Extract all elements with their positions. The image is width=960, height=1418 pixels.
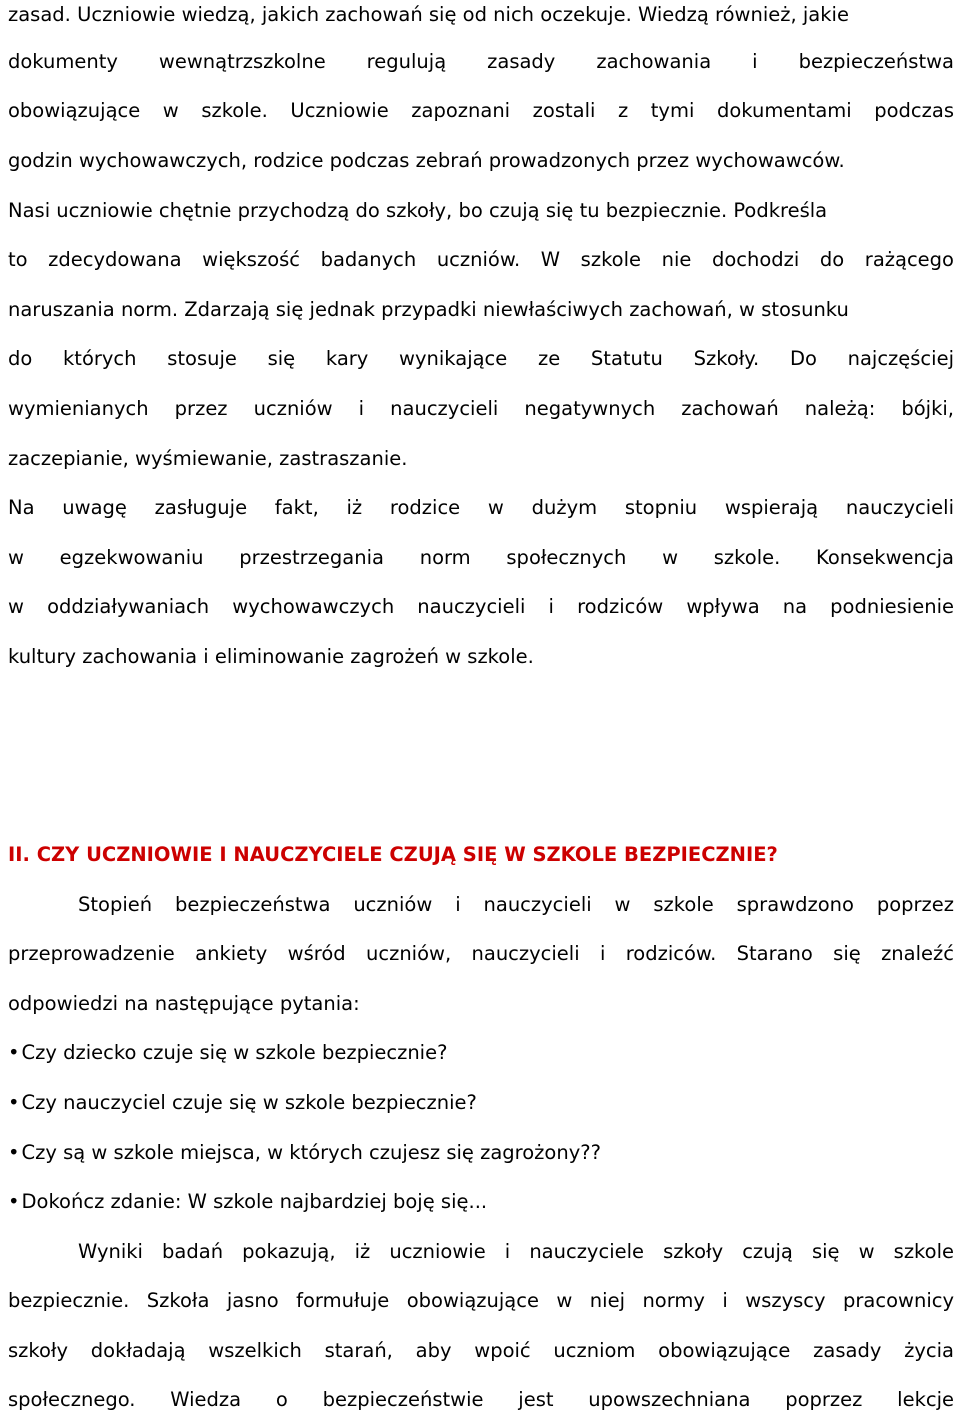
text-line: bezpiecznie. Szkoła jasno formułuje obowiązujące w niej normy i wszyscy pracownicy bbox=[8, 1289, 954, 1312]
text-line: kultury zachowania i eliminowanie zagrożeń w szkole. bbox=[8, 645, 534, 668]
list-item: • Czy nauczyciel czuje się w szkole bezpiecznie? bbox=[8, 1088, 954, 1118]
text-line: odpowiedzi na następujące pytania: bbox=[8, 992, 360, 1015]
text-line: do których stosuje się kary wynikające ze Statutu Szkoły. Do najczęściej bbox=[8, 347, 954, 370]
text-line: wymienianych przez uczniów i nauczycieli negatywnych zachowań należą: bójki, bbox=[8, 397, 954, 420]
list-item: • Czy są w szkole miejsca, w których czujesz się zagrożony?? bbox=[8, 1138, 954, 1168]
text-line: zasad. Uczniowie wiedzą, jakich zachowań się od nich oczekuje. Wiedzą również, jakie bbox=[8, 3, 849, 26]
text-line: zaczepianie, wyśmiewanie, zastraszanie. bbox=[8, 447, 408, 470]
text-line: to zdecydowana większość badanych uczniów. W szkole nie dochodzi do rażącego bbox=[8, 248, 954, 271]
text-line: obowiązujące w szkole. Uczniowie zapoznani zostali z tymi dokumentami podczas bbox=[8, 99, 954, 122]
text-line: Stopień bezpieczeństwa uczniów i nauczycieli w szkole sprawdzono poprzez bbox=[78, 893, 954, 916]
text-line: Wyniki badań pokazują, iż uczniowie i nauczyciele szkoły czują się w szkole bbox=[78, 1240, 954, 1263]
text-line: godzin wychowawczych, rodzice podczas zebrań prowadzonych przez wychowawców. bbox=[8, 149, 845, 172]
text-line: w egzekwowaniu przestrzegania norm społecznych w szkole. Konsekwencja bbox=[8, 546, 954, 569]
text-line: Na uwagę zasługuje fakt, iż rodzice w dużym stopniu wspierają nauczycieli bbox=[8, 496, 954, 519]
text-line: w oddziaływaniach wychowawczych nauczycieli i rodziców wpływa na podniesienie bbox=[8, 595, 954, 618]
text-line: szkoły dokładają wszelkich starań, aby wpoić uczniom obowiązujące zasady życia bbox=[8, 1339, 954, 1362]
text-line: przeprowadzenie ankiety wśród uczniów, nauczycieli i rodziców. Starano się znaleźć bbox=[8, 942, 954, 965]
text-line: Nasi uczniowie chętnie przychodzą do szkoły, bo czują się tu bezpiecznie. Podkreśla bbox=[8, 199, 828, 222]
section-heading: II. CZY UCZNIOWIE I NAUCZYCIELE CZUJĄ SIĘ W SZKOLE BEZPIECZNIE? bbox=[8, 843, 778, 866]
list-item: • Dokończ zdanie: W szkole najbardziej boję się... bbox=[8, 1187, 954, 1217]
text-line: dokumenty wewnątrzszkolne regulują zasady zachowania i bezpieczeństwa bbox=[8, 50, 954, 73]
text-line: naruszania norm. Zdarzają się jednak przypadki niewłaściwych zachowań, w stosunku bbox=[8, 298, 849, 321]
text-line: społecznego. Wiedza o bezpieczeństwie jest upowszechniana poprzez lekcje bbox=[8, 1388, 954, 1411]
list-item: • Czy dziecko czuje się w szkole bezpiecznie? bbox=[8, 1038, 954, 1068]
